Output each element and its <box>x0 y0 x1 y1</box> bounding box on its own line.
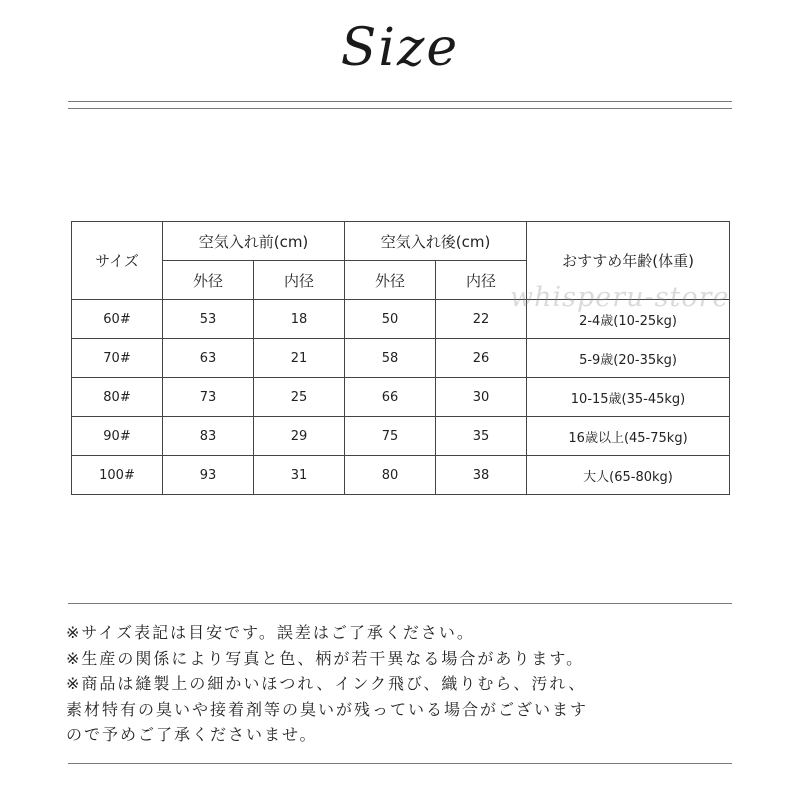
cell-before-inner: 18 <box>254 300 345 339</box>
header-size: サイズ <box>72 222 163 300</box>
table-header-row <box>72 222 730 261</box>
table-row <box>72 339 730 378</box>
subheader-after-inner: 内径 <box>436 261 527 300</box>
cell-before-inner: 31 <box>254 456 345 495</box>
cell-before-outer: 63 <box>163 339 254 378</box>
cell-before-inner: 29 <box>254 417 345 456</box>
cell-before-outer: 83 <box>163 417 254 456</box>
note-line: ※商品は縫製上の細かいほつれ、インク飛び、織りむら、汚れ、 <box>66 674 587 693</box>
notes-section <box>66 620 746 748</box>
note-line: ので予めご了承くださいませ。 <box>66 725 318 744</box>
table-row <box>72 378 730 417</box>
cell-after-inner: 30 <box>436 378 527 417</box>
header-recommended-age: おすすめ年齢(体重) <box>527 222 730 300</box>
cell-recommend: 大人(65-80kg) <box>527 456 730 495</box>
cell-size: 70# <box>72 339 163 378</box>
cell-recommend: 5-9歳(20-35kg) <box>527 339 730 378</box>
cell-before-outer: 93 <box>163 456 254 495</box>
cell-after-outer: 50 <box>345 300 436 339</box>
title-divider-bottom <box>68 108 732 109</box>
notes-divider-top <box>68 603 732 604</box>
cell-after-inner: 35 <box>436 417 527 456</box>
subheader-before-inner: 内径 <box>254 261 345 300</box>
header-before-inflation: 空気入れ前(cm) <box>163 222 345 261</box>
note-line: ※サイズ表記は目安です。誤差はご了承ください。 <box>66 623 475 642</box>
cell-after-outer: 58 <box>345 339 436 378</box>
size-table <box>71 221 730 495</box>
cell-size: 100# <box>72 456 163 495</box>
cell-after-inner: 38 <box>436 456 527 495</box>
cell-recommend: 16歳以上(45-75kg) <box>527 417 730 456</box>
cell-recommend: 10-15歳(35-45kg) <box>527 378 730 417</box>
table-row <box>72 417 730 456</box>
cell-recommend: 2-4歳(10-25kg) <box>527 300 730 339</box>
cell-before-outer: 73 <box>163 378 254 417</box>
cell-after-inner: 26 <box>436 339 527 378</box>
subheader-after-outer: 外径 <box>345 261 436 300</box>
store-watermark: whisperu-store <box>510 282 730 313</box>
cell-after-outer: 66 <box>345 378 436 417</box>
table-row <box>72 456 730 495</box>
cell-after-inner: 22 <box>436 300 527 339</box>
note-line: ※生産の関係により写真と色、柄が若干異なる場合があります。 <box>66 648 585 668</box>
page-title: Size <box>340 18 460 78</box>
cell-size: 80# <box>72 378 163 417</box>
notes-divider-bottom <box>68 763 732 764</box>
cell-size: 60# <box>72 300 163 339</box>
cell-before-inner: 21 <box>254 339 345 378</box>
subheader-before-outer: 外径 <box>163 261 254 300</box>
header-after-inflation: 空気入れ後(cm) <box>345 222 527 261</box>
title-divider-top <box>68 101 732 102</box>
cell-size: 90# <box>72 417 163 456</box>
cell-after-outer: 80 <box>345 456 436 495</box>
cell-before-inner: 25 <box>254 378 345 417</box>
cell-after-outer: 75 <box>345 417 436 456</box>
note-line: 素材特有の臭いや接着剤等の臭いが残っている場合がございます <box>66 699 589 719</box>
cell-before-outer: 53 <box>163 300 254 339</box>
